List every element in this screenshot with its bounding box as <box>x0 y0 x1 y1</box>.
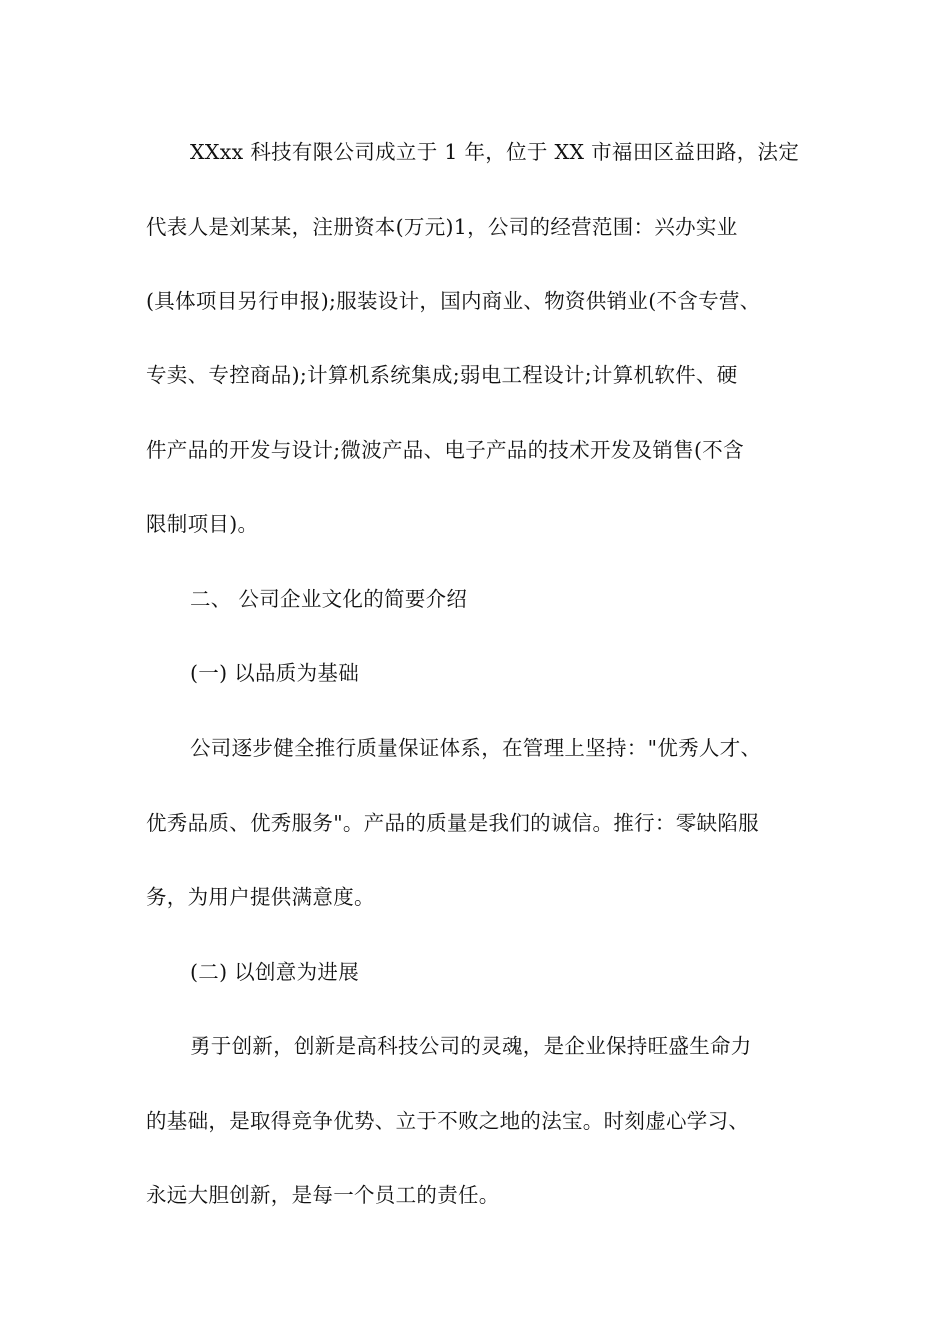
paragraph-company-intro-line-6: 限制项目)。 <box>146 512 259 536</box>
paragraph-company-intro-line-1: XXxx 科技有限公司成立于 1 年，位于 XX 市福田区益田路，法定 <box>190 140 800 164</box>
paragraph-company-intro-line-3: (具体项目另行申报);服装设计，国内商业、物资供销业(不含专营、 <box>146 289 761 313</box>
subheading-quality: (一) 以品质为基础 <box>190 661 360 685</box>
paragraph-innovation-line-3: 永远大胆创新，是每一个员工的责任。 <box>146 1183 500 1207</box>
paragraph-innovation-line-2: 的基础，是取得竞争优势、立于不败之地的法宝。时刻虚心学习、 <box>146 1109 750 1133</box>
paragraph-innovation-line-1: 勇于创新，创新是高科技公司的灵魂，是企业保持旺盛生命力 <box>190 1034 752 1058</box>
paragraph-company-intro-line-5: 件产品的开发与设计;微波产品、电子产品的技术开发及销售(不含 <box>146 438 744 462</box>
subheading-innovation: (二) 以创意为进展 <box>190 960 360 984</box>
section-heading-culture: 二、 公司企业文化的简要介绍 <box>190 587 468 611</box>
paragraph-company-intro-line-2: 代表人是刘某某，注册资本(万元)1，公司的经营范围：兴办实业 <box>146 215 738 239</box>
paragraph-quality-line-2: 优秀品质、优秀服务"。产品的质量是我们的诚信。推行：零缺陷服 <box>146 811 759 835</box>
paragraph-quality-line-1: 公司逐步健全推行质量保证体系，在管理上坚持："优秀人才、 <box>190 736 762 760</box>
paragraph-company-intro-line-4: 专卖、专控商品);计算机系统集成;弱电工程设计;计算机软件、硬 <box>146 363 738 387</box>
paragraph-quality-line-3: 务，为用户提供满意度。 <box>146 885 375 909</box>
